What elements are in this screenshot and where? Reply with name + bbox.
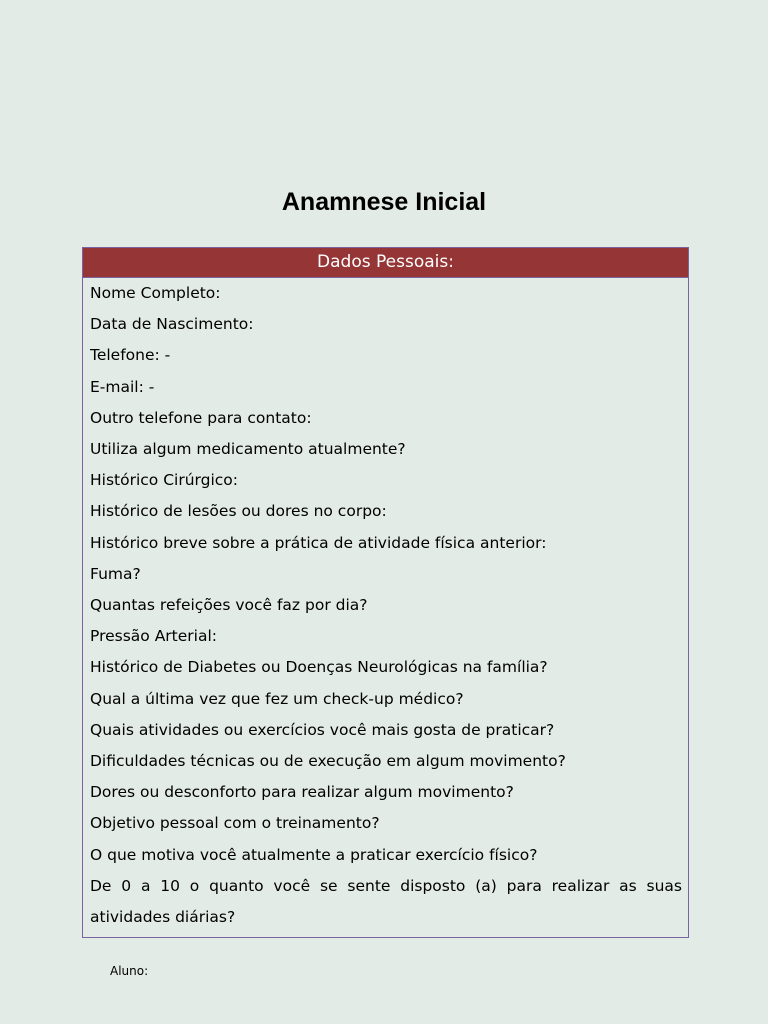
field-pain-discomfort: Dores ou desconforto para realizar algum movimento?: [90, 783, 514, 802]
field-technical-difficulties: Dificuldades técnicas ou de execução em algum movimento?: [90, 752, 566, 771]
field-favorite-activities: Quais atividades ou exercícios você mais gosta de praticar?: [90, 720, 555, 739]
field-last-checkup: Qual a última vez que fez um check-up médico?: [90, 689, 464, 708]
field-smoking: Fuma?: [90, 564, 141, 583]
field-meals-per-day: Quantas refeições você faz por dia?: [90, 596, 368, 615]
field-training-goal: Objetivo pessoal com o treinamento?: [90, 814, 380, 833]
field-medication: Utiliza algum medicamento atualmente?: [90, 440, 406, 459]
student-label: Aluno:: [110, 964, 149, 978]
field-birth-date: Data de Nascimento:: [90, 315, 254, 334]
field-list: [83, 278, 688, 937]
field-other-phone: Outro telefone para contato:: [90, 408, 312, 427]
field-phone: Telefone: -: [90, 346, 171, 365]
section-header: Dados Pessoais:: [83, 248, 688, 278]
field-surgical-history: Histórico Cirúrgico:: [90, 471, 239, 490]
field-email: E-mail: -: [90, 377, 155, 396]
field-full-name: Nome Completo:: [90, 284, 221, 302]
field-family-history: Histórico de Diabetes ou Doenças Neurológicas na família?: [90, 658, 548, 677]
document-title: Anamnese Inicial: [281, 188, 487, 216]
field-motivation: O que motiva você atualmente a praticar exercício físico?: [90, 845, 538, 864]
field-injury-history: Histórico de lesões ou dores no corpo:: [90, 502, 387, 521]
field-activity-history: Histórico breve sobre a prática de atividade física anterior:: [90, 533, 547, 552]
field-blood-pressure: Pressão Arterial:: [90, 627, 217, 646]
personal-data-table: [82, 247, 689, 938]
field-disposition-scale: De 0 a 10 o quanto você se sente disposto (a) para realizar as suas atividades diárias?: [90, 876, 682, 927]
